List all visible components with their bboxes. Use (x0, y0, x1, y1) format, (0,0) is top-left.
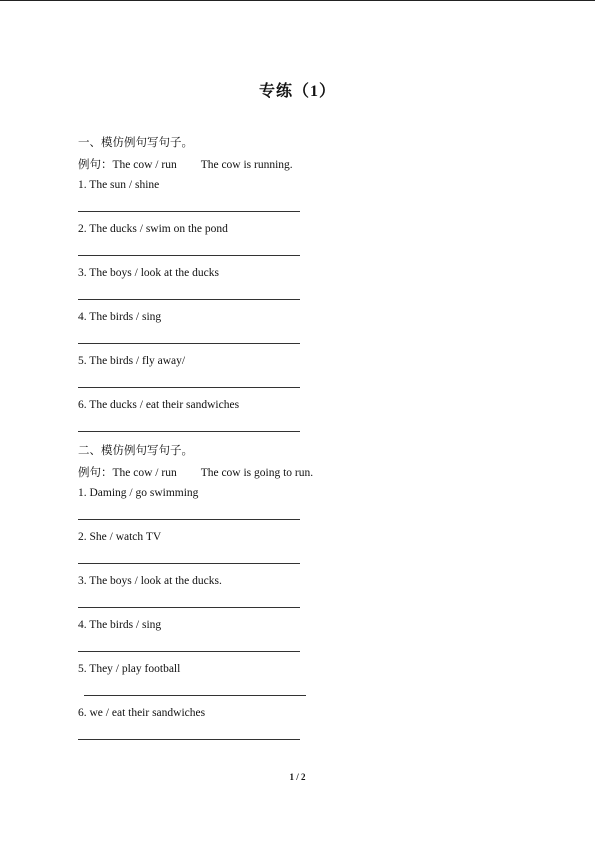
top-border (0, 0, 595, 1)
section1-example (78, 156, 293, 172)
example-label: 例句： (78, 467, 113, 479)
section2-item-1: 1. Daming / go swimming (78, 487, 199, 499)
answer-line[interactable] (78, 387, 300, 388)
answer-line[interactable] (78, 299, 300, 300)
section1-item-1: 1. The sun / shine (78, 179, 160, 191)
answer-line[interactable] (78, 211, 300, 212)
section1-heading: 一、模仿例句写句子。 (78, 137, 193, 149)
section2-item-2: 2. She / watch TV (78, 531, 162, 543)
section1-item-5: 5. The birds / fly away/ (78, 355, 186, 367)
example-label: 例句： (78, 159, 113, 171)
page-number: 1 / 2 (289, 772, 306, 782)
section2-heading: 二、模仿例句写句子。 (78, 445, 193, 457)
example-answer: The cow is running. (200, 159, 293, 171)
example-prompt: The cow / run (112, 467, 177, 479)
answer-line[interactable] (84, 695, 306, 696)
answer-line[interactable] (78, 343, 300, 344)
section2-example (78, 464, 313, 480)
section1-item-6: 6. The ducks / eat their sandwiches (78, 399, 240, 411)
section2-item-3: 3. The boys / look at the ducks. (78, 575, 222, 587)
answer-line[interactable] (78, 563, 300, 564)
section1-item-3: 3. The boys / look at the ducks (78, 267, 219, 279)
section1-item-2: 2. The ducks / swim on the pond (78, 223, 228, 235)
section2-item-4: 4. The birds / sing (78, 619, 162, 631)
page-title: 专练（1） (258, 83, 336, 100)
answer-line[interactable] (78, 255, 300, 256)
answer-line[interactable] (78, 431, 300, 432)
example-prompt: The cow / run (112, 159, 177, 171)
answer-line[interactable] (78, 519, 300, 520)
answer-line[interactable] (78, 607, 300, 608)
section2-item-5: 5. They / play football (78, 663, 181, 675)
section2-item-6: 6. we / eat their sandwiches (78, 707, 206, 719)
example-answer: The cow is going to run. (200, 467, 314, 479)
section1-item-4: 4. The birds / sing (78, 311, 162, 323)
answer-line[interactable] (78, 651, 300, 652)
answer-line[interactable] (78, 739, 300, 740)
